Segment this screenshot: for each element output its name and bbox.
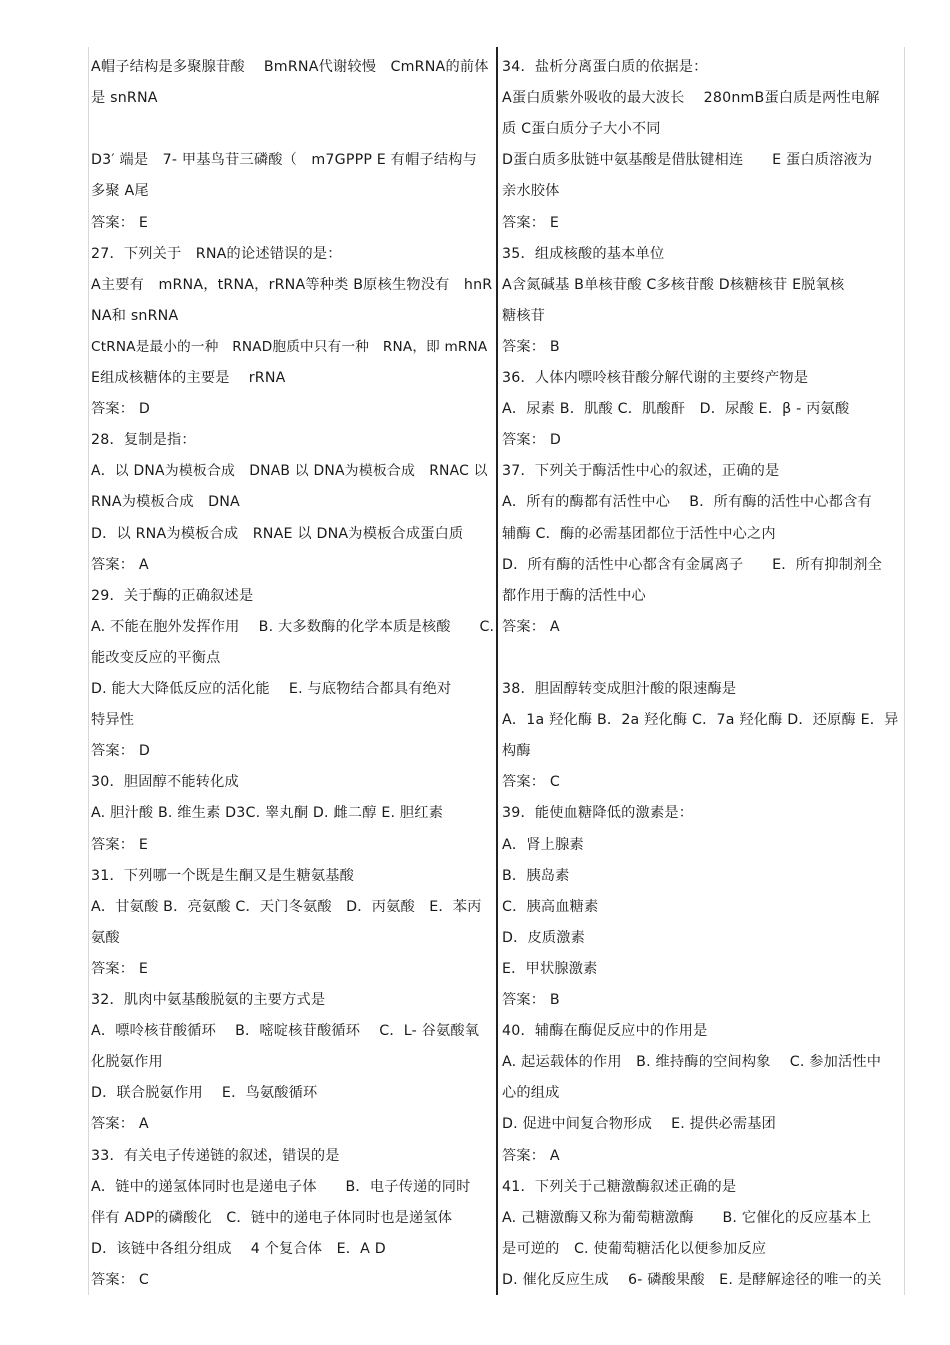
text-line: A．嘌呤核苷酸循环 B．嘧啶核苷酸循环 C．L- 谷氨酸氧 <box>91 1023 480 1040</box>
text-line: 40．辅酶在酶促反应中的作用是 <box>502 1023 708 1040</box>
text-line: D蛋白质多肽链中氨基酸是借肽键相连 E 蛋白质溶液为 <box>502 152 873 169</box>
answer-line: 答案： A <box>502 618 560 635</box>
text-line: 是 snRNA <box>91 90 158 107</box>
text-line: D．以 RNA为模板合成 RNAE 以 DNA为模板合成蛋白质 <box>91 525 464 542</box>
text-line: 是可逆的 C. 使葡萄糖活化以便参加反应 <box>502 1240 767 1257</box>
text-line: 构酶 <box>502 743 531 760</box>
text-line: A主要有 mRNA，tRNA，rRNA等种类 B原核生物没有 hnR <box>91 276 493 293</box>
left-column <box>88 47 497 1295</box>
text-line: D．联合脱氨作用 E．鸟氨酸循环 <box>91 1085 318 1102</box>
text-line: 30．胆固醇不能转化成 <box>91 774 239 791</box>
text-line: CtRNA是最小的一种 RNAD胞质中只有一种 RNA，即 mRNA <box>91 338 488 355</box>
text-line: D．所有酶的活性中心都含有金属离子 E．所有抑制剂全 <box>502 556 882 573</box>
text-line: A. 不能在胞外发挥作用 B. 大多数酶的化学本质是核酸 C. <box>91 618 495 635</box>
answer-line: 答案： B <box>502 338 560 355</box>
text-line: 特异性 <box>91 712 135 729</box>
text-line: 33．有关电子传递链的叙述，错误的是 <box>91 1147 340 1164</box>
text-line: 38．胆固醇转变成胆汁酸的限速酶是 <box>502 681 737 697</box>
answer-line: 答案： A <box>502 1147 560 1164</box>
text-line: 28．复制是指： <box>91 432 196 449</box>
answer-line: 答案： D <box>91 743 150 760</box>
answer-line: 答案： E <box>91 214 149 231</box>
text-line: A蛋白质紫外吸收的最大波长 280nmB蛋白质是两性电解 <box>502 90 880 107</box>
text-line: 35．组成核酸的基本单位 <box>502 245 665 262</box>
column-divider <box>496 47 498 1295</box>
text-line: 伴有 ADP的磷酸化 C．链中的递电子体同时也是递氢体 <box>91 1209 453 1226</box>
text-line: A．1a 羟化酶 B．2a 羟化酶 C．7a 羟化酶 D．还原酶 E．异 <box>502 712 899 729</box>
text-line: A．甘氨酸 B．亮氨酸 C．天门冬氨酸 D．丙氨酸 E．苯丙 <box>91 898 482 915</box>
text-line: A．以 DNA为模板合成 DNAB 以 DNA为模板合成 RNAC 以 <box>91 463 488 480</box>
text-line: D．该链中各组分组成 4 个复合体 E．A D <box>91 1240 386 1257</box>
text-line: 36．人体内嘌呤核苷酸分解代谢的主要终产物是 <box>502 370 809 386</box>
text-line: 39．能使血糖降低的激素是： <box>502 805 694 822</box>
answer-line: 答案： D <box>91 401 150 418</box>
text-line: 多聚 A尾 <box>91 183 149 200</box>
text-line: D．皮质激素 <box>502 929 586 946</box>
text-line: B．胰岛素 <box>502 867 570 884</box>
text-line: A．肾上腺素 <box>502 836 584 853</box>
answer-line: 答案： C <box>502 774 560 791</box>
text-line: 质 C蛋白质分子大小不同 <box>502 121 661 138</box>
text-line: D3′ 端是 7- 甲基鸟苷三磷酸（ m7GPPP E 有帽子结构与 <box>91 152 478 169</box>
text-line: A．所有的酶都有活性中心 B．所有酶的活性中心都含有 <box>502 494 872 511</box>
text-line: RNA为模板合成 DNA <box>91 494 240 511</box>
text-line: 31．下列哪一个既是生酮又是生糖氨基酸 <box>91 867 355 884</box>
text-line: D. 催化反应生成 6- 磷酸果酸 E. 是酵解途径的唯一的关 <box>502 1271 882 1288</box>
answer-line: 答案： E <box>502 214 560 231</box>
text-line: C．胰高血糖素 <box>502 898 599 915</box>
text-line: A. 胆汁酸 B. 维生素 D3C. 睾丸酮 D. 雌二醇 E. 胆红素 <box>91 805 444 822</box>
text-line: 辅酶 C．酶的必需基团都位于活性中心之内 <box>502 525 776 542</box>
text-line: A. 起运载体的作用 B. 维持酶的空间构象 C. 参加活性中 <box>502 1054 882 1071</box>
text-line: 心的组成 <box>502 1085 560 1102</box>
text-line: A帽子结构是多聚腺苷酸 BmRNA代谢较慢 CmRNA的前体 <box>91 59 489 75</box>
text-line: 41．下列关于己糖激酶叙述正确的是 <box>502 1178 737 1195</box>
text-line: 27．下列关于 RNA的论述错误的是： <box>91 245 342 262</box>
text-line: 化脱氨作用 <box>91 1054 163 1071</box>
text-line: A．尿素 B．肌酸 C．肌酸酐 D．尿酸 E．β - 丙氨酸 <box>502 401 850 418</box>
answer-line: 答案： A <box>91 556 149 573</box>
text-line: D. 能大大降低反应的活化能 E. 与底物结合都具有绝对 <box>91 681 452 697</box>
text-line: 都作用于酶的活性中心 <box>502 587 646 604</box>
text-line: 29．关于酶的正确叙述是 <box>91 587 254 604</box>
text-line: A含氮碱基 B单核苷酸 C多核苷酸 D核糖核苷 E脱氧核 <box>502 276 845 293</box>
text-line: D. 促进中间复合物形成 E. 提供必需基团 <box>502 1116 777 1133</box>
answer-line: 答案： A <box>91 1116 149 1133</box>
right-column <box>500 47 905 1295</box>
answer-line: 答案： C <box>91 1271 149 1288</box>
answer-line: 答案： B <box>502 992 560 1008</box>
text-line: E．甲状腺激素 <box>502 960 598 977</box>
text-line: E组成核糖体的主要是 rRNA <box>91 370 286 386</box>
answer-line: 答案： E <box>91 960 149 977</box>
text-line: 亲水胶体 <box>502 183 560 200</box>
text-line: 34．盐析分离蛋白质的依据是： <box>502 59 708 75</box>
text-line: NA和 snRNA <box>91 307 179 324</box>
answer-line: 答案： E <box>91 836 149 853</box>
text-line: A．链中的递氢体同时也是递电子体 B．电子传递的同时 <box>91 1178 471 1195</box>
text-line: 糖核苷 <box>502 307 546 324</box>
text-line: 氨酸 <box>91 929 120 946</box>
text-line: A. 己糖激酶又称为葡萄糖激酶 B. 它催化的反应基本上 <box>502 1209 872 1226</box>
answer-line: 答案： D <box>502 432 561 449</box>
text-line: 32．肌肉中氨基酸脱氨的主要方式是 <box>91 992 326 1008</box>
text-line: 能改变反应的平衡点 <box>91 649 221 666</box>
text-line: 37．下列关于酶活性中心的叙述，正确的是 <box>502 463 780 480</box>
